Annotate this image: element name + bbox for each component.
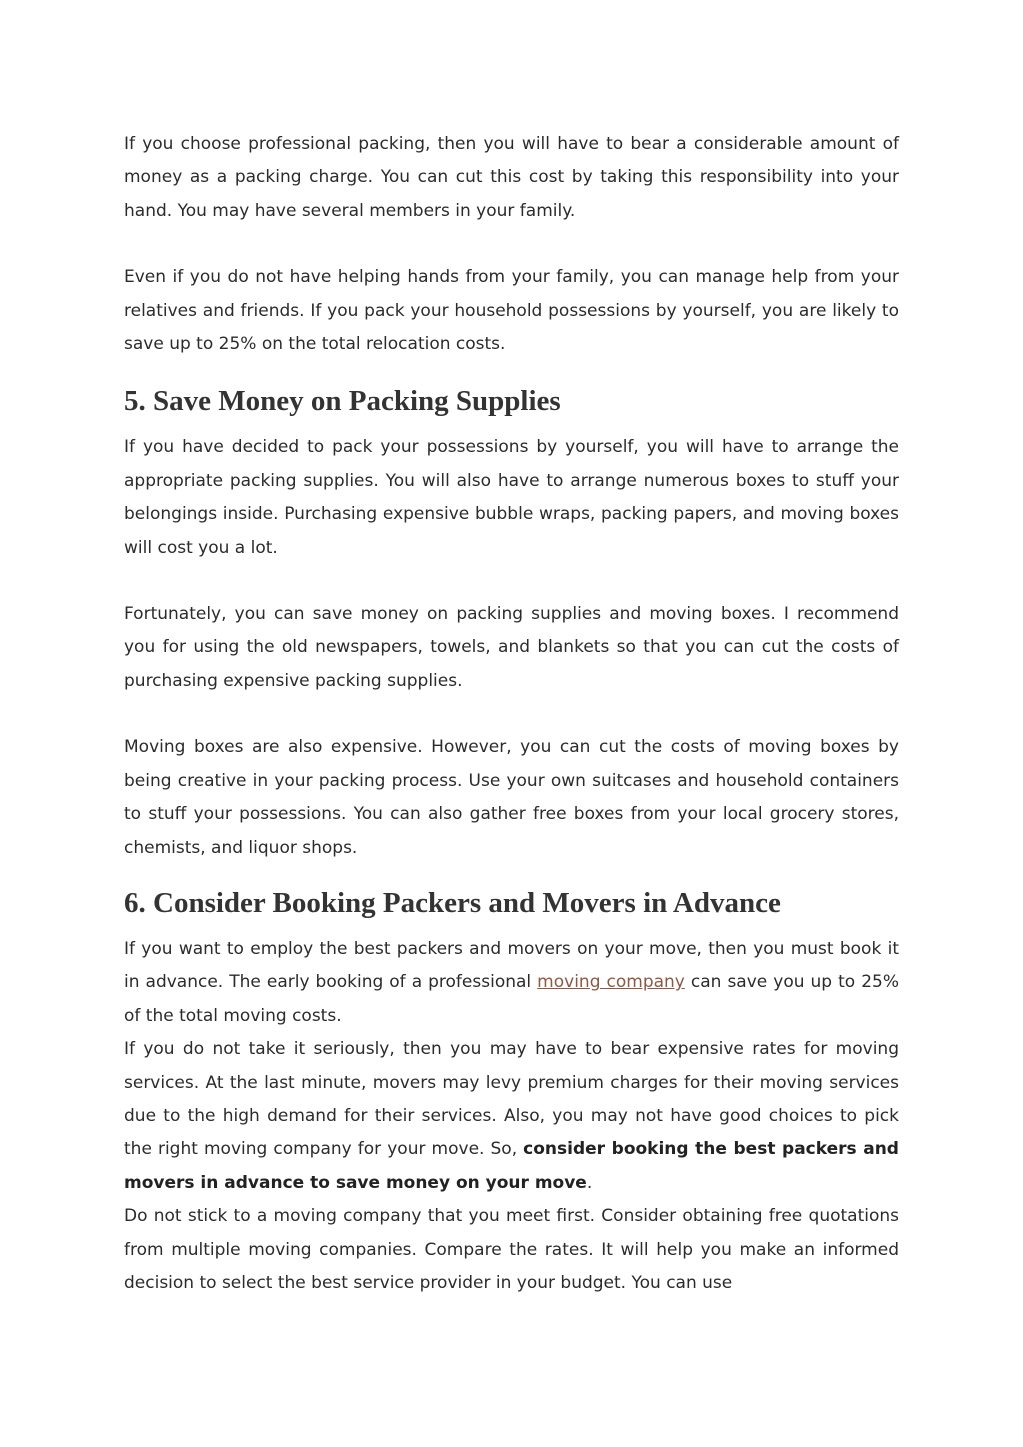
moving-company-link[interactable]: moving company xyxy=(537,972,685,993)
heading-save-money-packing-supplies: 5. Save Money on Packing Supplies xyxy=(124,385,561,418)
paragraph-spacer xyxy=(124,228,899,261)
paragraph-helping-hands: Even if you do not have helping hands from your family, you can manage help from your relatives and friends. If you pack your household possessions by yourself, you are likely to save up to 25% on the total relocation costs. xyxy=(124,267,899,355)
paragraph-compare-quotations: Do not stick to a moving company that you meet first. Consider obtaining free quotations from multiple moving companies. Compare the rates. It will help you make an informed decision to select the best service provider in your budget. You can use xyxy=(124,1206,899,1293)
paragraph-professional-packing: If you choose professional packing, then you will have to bear a considerable amount of money as a packing charge. You can cut this cost by taking this responsibility into your hand. You may have several members in your family. xyxy=(124,134,899,221)
paragraph-spacer xyxy=(124,698,899,731)
paragraph-book-in-advance xyxy=(124,933,899,1033)
heading-booking-in-advance: 6. Consider Booking Packers and Movers in Advance xyxy=(124,886,781,919)
paragraph-spacer xyxy=(124,565,899,598)
text-run: . xyxy=(586,1172,593,1193)
paragraph-save-on-supplies: Fortunately, you can save money on packing supplies and moving boxes. I recommend you for using the old newspapers, towels, and blankets so that you can cut the costs of purchasing expensive packing supplies. xyxy=(124,604,899,691)
document-body xyxy=(124,128,899,1300)
text-run: If you do not take it seriously, then you may have to bear expensive rates for moving services. At the last minute, movers may levy premium charges for their moving services due to the high demand for their services. Also, you may not have good choices to pick the right moving company for your move. So, xyxy=(124,1039,899,1160)
paragraph-packing-supplies: If you have decided to pack your possessions by yourself, you will have to arrange the appropriate packing supplies. You will also have to arrange numerous boxes to stuff your belongings inside. Purchasing expensive bubble wraps, packing papers, and moving boxes will cost you a lot. xyxy=(124,437,899,558)
bold-recommendation: consider booking the best packers and movers in advance to save money on your move xyxy=(124,1139,899,1193)
text-run: If you want to employ the best packers and movers on your move, then you must book it in advance. The early booking of a professional xyxy=(124,938,899,993)
paragraph-moving-boxes: Moving boxes are also expensive. However, you can cut the costs of moving boxes by being creative in your packing process. Use your own suitcases and household containers to stuff your possessions. You can also gather free boxes from your local grocery stores, chemists, and liquor shops. xyxy=(124,737,899,858)
text-run: can save you up to 25% of the total moving costs. xyxy=(124,972,899,1026)
paragraph-premium-charges xyxy=(124,1033,899,1200)
